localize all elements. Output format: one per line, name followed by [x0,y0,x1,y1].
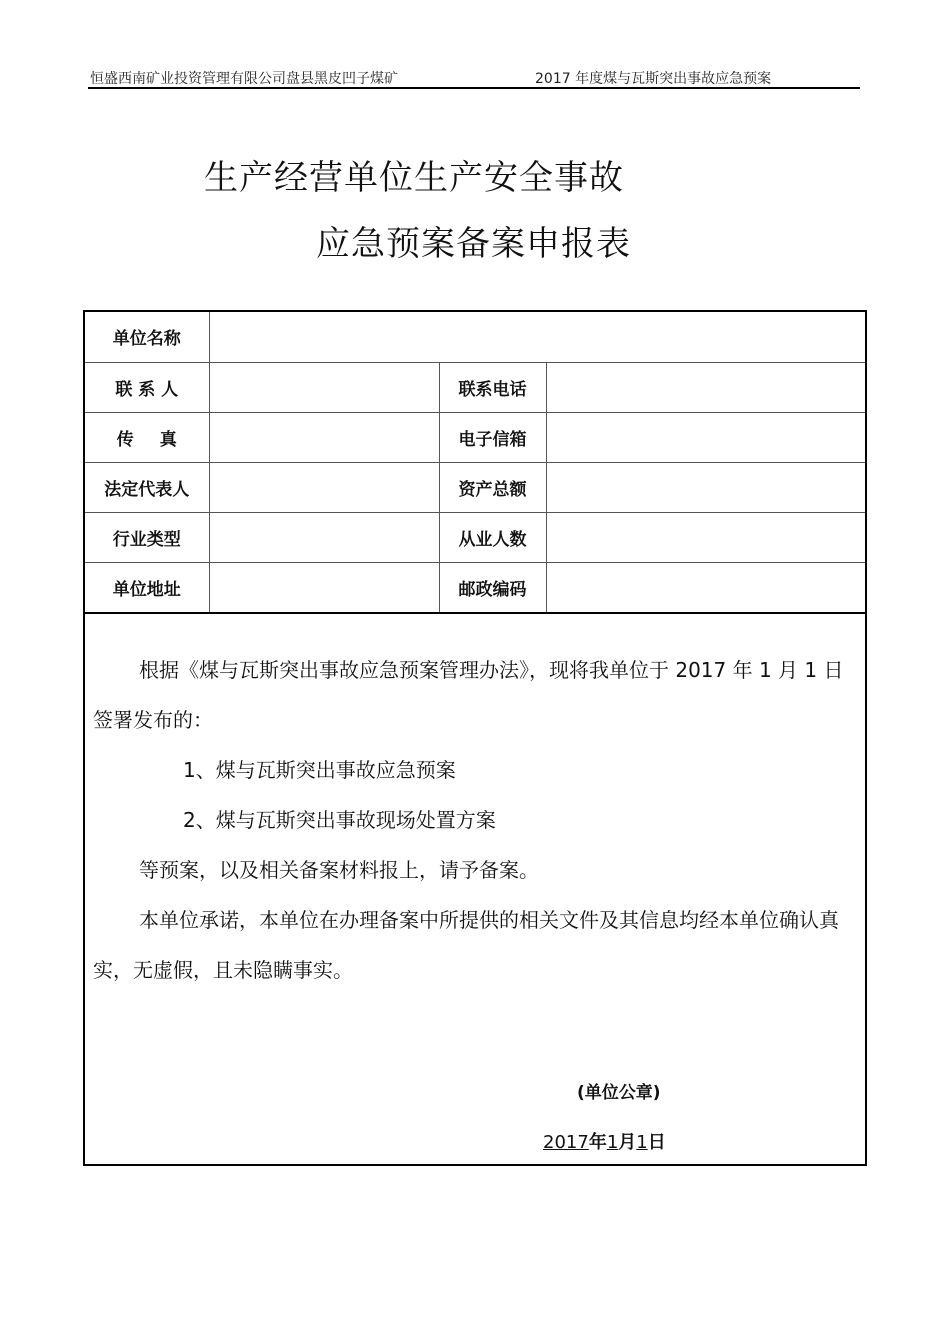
industry-type-label: 行业类型 [85,512,209,562]
statement-intro: 根据《煤与瓦斯突出事故应急预案管理办法》，现将我单位于 2017 年 1 月 1 日签署发布的： [93,658,844,732]
fax-field[interactable] [209,412,439,462]
email-field[interactable] [546,412,865,462]
statement-request: 等预案，以及相关备案材料报上，请予备案。 [139,858,539,882]
contact-person-label: 联 系 人 [85,362,209,412]
contact-phone-field[interactable] [546,362,865,412]
legal-representative-field[interactable] [209,462,439,512]
date-day-unit: 日 [647,1132,666,1153]
table-row [85,412,865,462]
fax-label [85,412,209,462]
date-month: 1 [606,1132,619,1153]
unit-name-field[interactable] [209,312,865,362]
total-assets-field[interactable] [546,462,865,512]
unit-address-label: 单位地址 [85,562,209,613]
table-row [85,512,865,562]
fax-label-text: 传 真 [116,429,177,450]
unit-name-label: 单位名称 [85,312,209,362]
date-year: 2017 [543,1132,589,1153]
employee-count-field[interactable] [546,512,865,562]
industry-type-field[interactable] [209,512,439,562]
table-row [85,462,865,512]
table-row [85,312,865,362]
statement-pledge: 本单位承诺，本单位在办理备案中所提供的相关文件及其信息均经本单位确认真实，无虚假，且未隐瞒事实。 [93,908,839,982]
header-divider [88,87,860,89]
unit-seal-label: (单位公章) [577,1083,661,1103]
legal-representative-label: 法定代表人 [85,462,209,512]
page-title-line2: 应急预案备案申报表 [316,224,631,264]
plan-item-1: 1、煤与瓦斯突出事故应急预案 [183,758,456,782]
date-year-unit: 年 [588,1132,607,1153]
date-month-unit: 月 [618,1132,637,1153]
contact-person-field[interactable] [209,362,439,412]
header-company: 恒盛西南矿业投资管理有限公司盘县黑皮凹子煤矿 [90,71,398,87]
signing-date [543,1128,666,1154]
table-row [85,362,865,412]
filing-form [83,310,867,1166]
postal-code-field[interactable] [546,562,865,613]
page-title-line1: 生产经营单位生产安全事故 [204,158,624,198]
table-row [85,562,865,613]
email-label: 电子信箱 [439,412,546,462]
postal-code-label: 邮政编码 [439,562,546,613]
unit-address-field[interactable] [209,562,439,613]
date-day: 1 [636,1132,648,1153]
employee-count-label: 从业人数 [439,512,546,562]
unit-info-table [85,312,865,614]
contact-phone-label: 联系电话 [439,362,546,412]
plan-item-2: 2、煤与瓦斯突出事故现场处置方案 [183,808,496,832]
statement-section [93,645,861,995]
total-assets-label: 资产总额 [439,462,546,512]
header-document-name: 2017 年度煤与瓦斯突出事故应急预案 [535,71,772,87]
